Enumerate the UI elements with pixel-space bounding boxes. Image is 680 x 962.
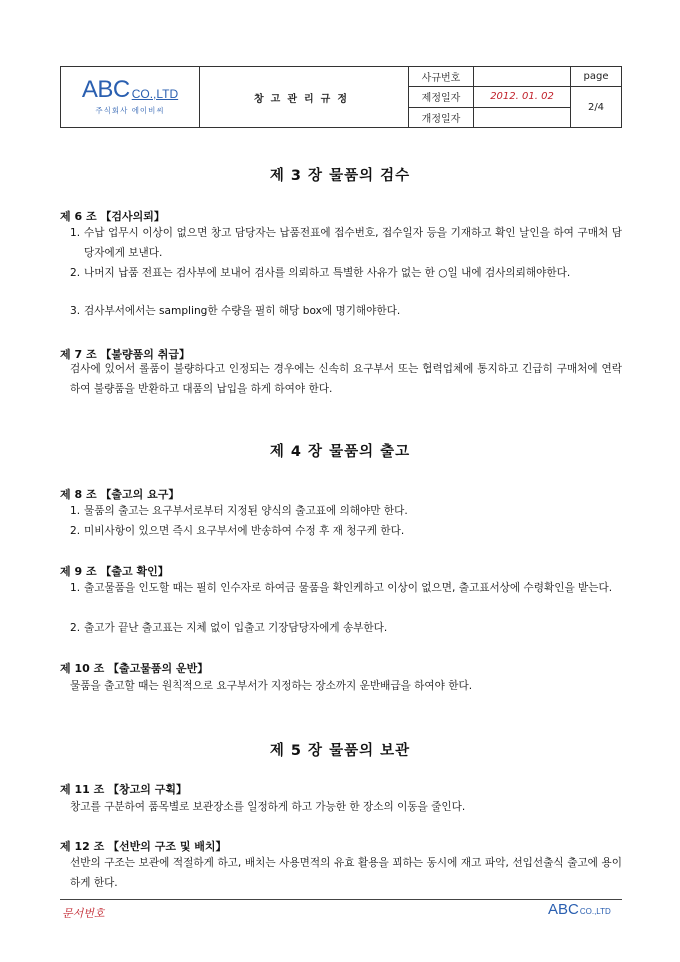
article-title: 제 7 조 【불량품의 취급】 [60,348,190,361]
item-number: 2. [70,622,81,634]
article-title: 제 6 조 【검사의뢰】 [60,210,165,223]
chapter-heading: 제 5 장 물품의 보관 [269,743,411,759]
article-title: 제 9 조 【출고 확인】 [60,565,169,578]
item-number: 1. [70,505,81,517]
item-text: 수납 업무시 이상이 없으면 창고 담당자는 납품전표에 접수번호, 접수일자 등을 기재하고 확인 날인을 하여 구매처 담당자에게 보낸다. [84,227,622,259]
item-text: 미비사항이 있으면 즉시 요구부서에 반송하여 수정 후 재 청구케 한다. [84,525,405,537]
enacted-date-label: 제정일자 [409,87,474,107]
item-number: 3. [70,305,81,317]
document-number-label: 문서번호 [62,907,105,920]
article-text: 선반의 구조는 보관에 적절하게 하고, 배치는 사용면적의 유효 활용을 꾀하는 동시에 재고 파악, 선입선출식 출고에 용이하게 한다. [70,857,622,889]
item-text: 출고가 끝난 출고표는 지체 없이 입출고 기장담당자에게 송부한다. [84,622,388,634]
document-header-table [60,66,622,128]
list-item [70,301,622,321]
footer-logo-main: ABC [548,901,579,918]
rule-number-label: 사규번호 [409,67,474,87]
chapter-heading: 제 4 장 물품의 출고 [269,444,411,460]
article-text: 창고를 구분하여 품목별로 보관장소를 일정하게 하고 가능한 한 장소의 이동을 줄인다. [70,801,466,813]
logo-main-text: ABC [81,76,130,103]
chapter-heading: 제 3 장 물품의 검수 [269,168,411,184]
list-item [70,263,622,283]
article-text: 검사에 있어서 롤품이 불량하다고 인정되는 경우에는 신속히 요구부서 또는 협력업체에 통지하고 긴급히 구매처에 연락하여 불량품을 반환하고 대품의 납입을 하게 하여야 한다. [70,363,622,395]
revised-date-value [474,107,571,127]
list-item [70,521,622,541]
item-text: 검사부서에서는 sampling한 수량을 필히 해당 box에 명기해야한다. [84,305,401,317]
company-logo-cell [61,67,200,128]
item-number: 1. [70,227,81,239]
list-item [70,578,622,598]
item-text: 물품의 출고는 요구부서로부터 지정된 양식의 출고표에 의해야만 한다. [84,505,408,517]
item-text: 출고물품을 인도할 때는 필히 인수자로 하여금 물품을 확인케하고 이상이 없으면, 출고표서상에 수령확인을 받는다. [84,582,613,594]
list-item [70,501,622,521]
article-title: 제 8 조 【출고의 요구】 [60,488,180,501]
footer-logo [548,901,611,918]
item-number: 1. [70,582,81,594]
footer-divider [60,899,622,900]
article-title: 제 10 조 【출고물품의 운반】 [60,662,209,675]
rule-number-value [474,67,571,87]
item-text: 나머지 납품 전표는 검사부에 보내어 검사를 의뢰하고 특별한 사유가 없는 한 ○일 내에 검사의뢰해야한다. [84,267,571,279]
item-number: 2. [70,267,81,279]
enacted-date-value: 2012. 01. 02 [474,87,571,107]
article-title: 제 12 조 【선반의 구조 및 배치】 [60,840,227,853]
list-item [70,618,622,638]
company-logo [82,78,178,102]
item-number: 2. [70,525,81,537]
document-title: 창고관리규정 [200,67,409,128]
page-number: 2/4 [571,87,622,128]
article-text: 물품을 출고할 때는 원칙적으로 요구부서가 지정하는 장소까지 운반배급을 하여야 한다. [70,680,473,692]
page-label: page [571,67,622,87]
list-item [70,223,622,263]
logo-suffix-text: CO.,LTD [131,87,179,101]
footer-logo-suffix: CO.,LTD [579,907,611,916]
logo-subtitle: 주식회사 에이비씨 [95,106,165,115]
article-title: 제 11 조 【창고의 구획】 [60,783,188,796]
revised-date-label: 개정일자 [409,107,474,127]
